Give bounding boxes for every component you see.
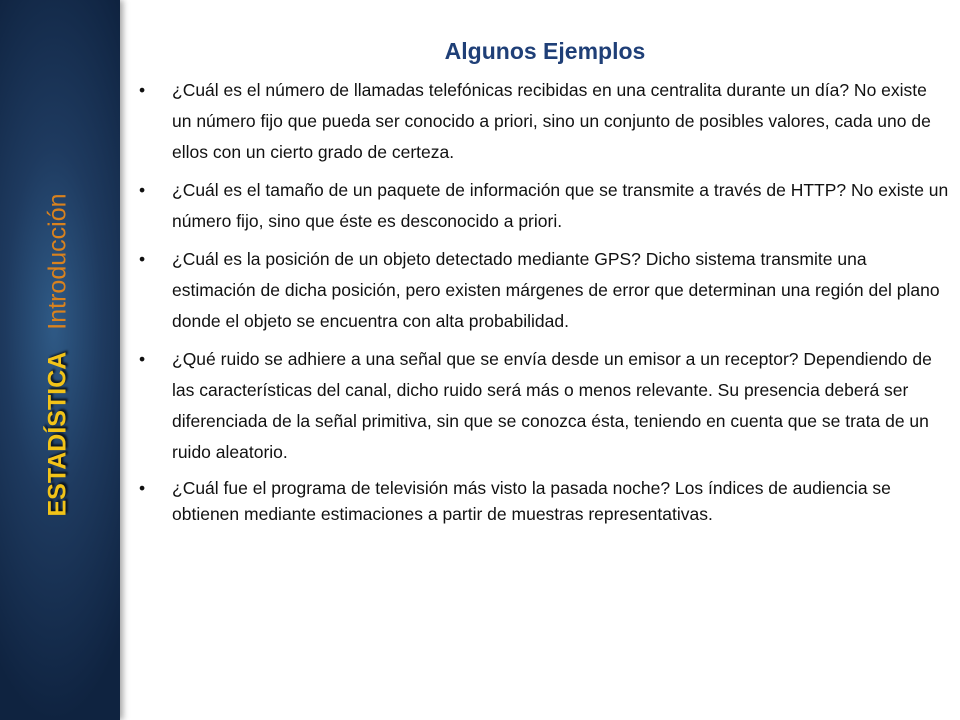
bullet-icon: • — [139, 478, 146, 498]
bullet-icon: • — [139, 349, 146, 369]
sidebar-vertical-label — [44, 193, 73, 516]
bullet-icon: • — [139, 80, 146, 100]
sidebar-panel — [0, 0, 120, 720]
bullet-icon: • — [139, 249, 146, 269]
list-item — [135, 244, 950, 337]
list-item-text: ¿Qué ruido se adhiere a una señal que se envía desde un emisor a un receptor? Dependiendo de las características del canal, dicho ruido será más o menos relevante. Su presencia deberá ser diferenciada de la señal primitiva, sin que se conozca ésta, teniendo en cuenta que se trata de un ruido aleatorio. — [172, 349, 932, 462]
list-item-text: ¿Cuál es el tamaño de un paquete de información que se transmite a través de HTTP? No existe un número fijo, sino que éste es desconocido a priori. — [172, 180, 949, 231]
list-item — [135, 75, 950, 168]
bullet-icon: • — [139, 180, 146, 200]
list-item-text: ¿Cuál es el número de llamadas telefónicas recibidas en una centralita durante un día? No existe un número fijo que pueda ser conocido a priori, sino un conjunto de posibles valores, cada uno de ellos con un cierto grado de certeza. — [172, 80, 931, 162]
list-item — [135, 175, 950, 237]
list-item-text: ¿Cuál fue el programa de televisión más visto la pasada noche? Los índices de audiencia se obtienen mediante estimaciones a partir de muestras representativas. — [172, 478, 891, 524]
list-item-text: ¿Cuál es la posición de un objeto detectado mediante GPS? Dicho sistema transmite una estimación de dicha posición, pero existen márgenes de error que determinan una región del plano donde el objeto se encuentra con alta probabilidad. — [172, 249, 940, 331]
list-item — [135, 344, 950, 468]
example-list — [135, 75, 950, 527]
sidebar-section: Introducción — [43, 193, 72, 330]
slide-title: Algunos Ejemplos — [444, 38, 646, 64]
list-item — [135, 475, 950, 527]
slide-content — [135, 38, 950, 534]
sidebar-brand: ESTADÍSTICA — [43, 351, 72, 517]
